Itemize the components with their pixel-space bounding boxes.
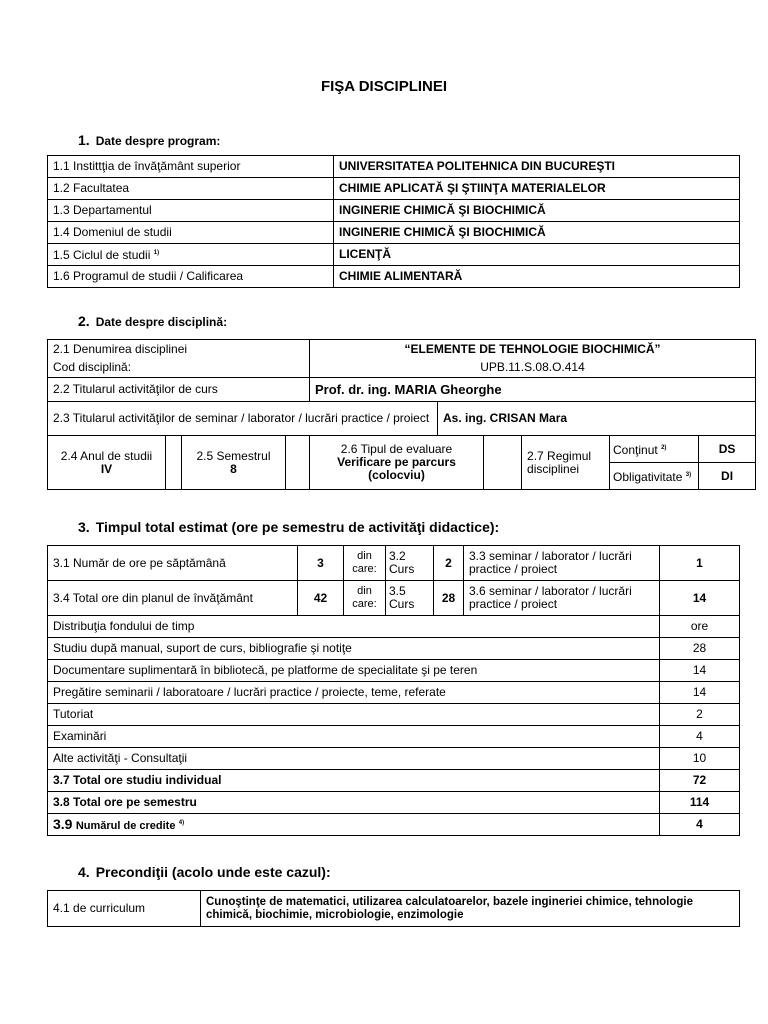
activity-label: Alte activităţi - Consultaţii bbox=[48, 748, 660, 770]
row-label: 1.1 Instittţia de învăţământ superior bbox=[48, 156, 334, 178]
seminar-holder-label: 2.3 Titularul activităţilor de seminar / laborator / lucrări practice / proiect bbox=[48, 402, 438, 436]
table-row bbox=[48, 436, 756, 463]
seminar-value: 14 bbox=[660, 581, 740, 616]
course-holder-value: Prof. dr. ing. MARIA Gheorghe bbox=[310, 378, 756, 402]
section-2-heading: 2. Date despre disciplină: bbox=[78, 313, 228, 329]
curriculum-label: 4.1 de curriculum bbox=[48, 891, 201, 927]
hours-plan-label: 3.4 Total ore din planul de învăţământ bbox=[48, 581, 298, 616]
distribution-unit: ore bbox=[660, 616, 740, 638]
din-care-label: din care: bbox=[344, 546, 386, 581]
table-row bbox=[48, 748, 740, 770]
activity-value: 28 bbox=[660, 638, 740, 660]
discipline-name-label: 2.1 Denumirea disciplinei Cod disciplină: bbox=[48, 340, 310, 378]
activity-label: Tutoriat bbox=[48, 704, 660, 726]
hours-plan-value: 42 bbox=[298, 581, 344, 616]
year-cell: 2.4 Anul de studii IV bbox=[48, 436, 166, 490]
row-value: INGINERIE CHIMICĂ ŞI BIOCHIMICĂ bbox=[334, 200, 740, 222]
seminar-value: 1 bbox=[660, 546, 740, 581]
credits-value: 4 bbox=[660, 814, 740, 836]
obligativity-value: DI bbox=[699, 463, 756, 490]
preconditions-table bbox=[47, 890, 740, 927]
obligativity-label: Obligativitate $^{3)}$ bbox=[610, 463, 699, 490]
table-row bbox=[48, 581, 740, 616]
row-label: 1.2 Facultatea bbox=[48, 178, 334, 200]
time-table bbox=[47, 545, 740, 836]
activity-value: 14 bbox=[660, 682, 740, 704]
course-label: 3.5 Curs bbox=[386, 581, 434, 616]
content-value: DS bbox=[699, 436, 756, 463]
hours-week-label: 3.1 Număr de ore pe săptămână bbox=[48, 546, 298, 581]
course-value: 2 bbox=[434, 546, 464, 581]
hours-week-value: 3 bbox=[298, 546, 344, 581]
row-value: INGINERIE CHIMICĂ ŞI BIOCHIMICĂ bbox=[334, 222, 740, 244]
total-semester-value: 114 bbox=[660, 792, 740, 814]
empty-cell bbox=[286, 436, 310, 490]
activity-value: 14 bbox=[660, 660, 740, 682]
course-holder-label: 2.2 Titularul activităţilor de curs bbox=[48, 378, 310, 402]
table-row bbox=[48, 814, 740, 836]
activity-label: Documentare suplimentară în bibliotecă, pe platforme de specialitate şi pe teren bbox=[48, 660, 660, 682]
row-value: UNIVERSITATEA POLITEHNICA DIN BUCUREŞTI bbox=[334, 156, 740, 178]
table-row bbox=[48, 222, 740, 244]
course-value: 28 bbox=[434, 581, 464, 616]
activity-label: Studiu după manual, suport de curs, bibliografie şi notiţe bbox=[48, 638, 660, 660]
table-row bbox=[48, 682, 740, 704]
table-row bbox=[48, 378, 756, 402]
activity-label: Examinări bbox=[48, 726, 660, 748]
table-row bbox=[48, 616, 740, 638]
activity-value: 2 bbox=[660, 704, 740, 726]
table-row bbox=[48, 770, 740, 792]
regime-label: 2.7 Regimul disciplinei bbox=[522, 436, 610, 490]
table-row bbox=[48, 638, 740, 660]
activity-value: 10 bbox=[660, 748, 740, 770]
row-value: CHIMIE APLICATĂ ŞI ŞTIINŢA MATERIALELOR bbox=[334, 178, 740, 200]
seminar-holder-value: As. ing. CRISAN Mara bbox=[438, 402, 756, 436]
table-row bbox=[48, 340, 756, 378]
row-label: 1.5 Ciclul de studii $^{1)}$ bbox=[48, 244, 334, 266]
activity-value: 4 bbox=[660, 726, 740, 748]
discipline-name-value: “ELEMENTE DE TEHNOLOGIE BIOCHIMICĂ” UPB.11.S.08.O.414 bbox=[310, 340, 756, 378]
section-3-heading: 3. Timpul total estimat (ore pe semestru de activităţi didactice): bbox=[78, 519, 500, 535]
row-value: CHIMIE ALIMENTARĂ bbox=[334, 266, 740, 288]
table-row bbox=[48, 891, 740, 927]
row-label: 1.4 Domeniul de studii bbox=[48, 222, 334, 244]
seminar-label: 3.3 seminar / laborator / lucrări practice / proiect bbox=[464, 546, 660, 581]
table-row bbox=[48, 178, 740, 200]
table-row bbox=[48, 726, 740, 748]
section-4-heading: 4. Precondiţii (acolo unde este cazul): bbox=[78, 864, 331, 880]
table-row bbox=[48, 402, 756, 436]
table-row bbox=[48, 792, 740, 814]
activity-label: Pregătire seminarii / laboratoare / lucrări practice / proiecte, teme, referate bbox=[48, 682, 660, 704]
section-1-heading: 1. Date despre program: bbox=[78, 132, 221, 148]
total-individual-value: 72 bbox=[660, 770, 740, 792]
course-label: 3.2 Curs bbox=[386, 546, 434, 581]
semester-cell: 2.5 Semestrul 8 bbox=[182, 436, 286, 490]
evaluation-cell: 2.6 Tipul de evaluare Verificare pe parcurs (colocviu) bbox=[310, 436, 484, 490]
empty-cell bbox=[484, 436, 522, 490]
din-care-label: din care: bbox=[344, 581, 386, 616]
credits-label: 3.9 Numărul de credite $^{4)}$ bbox=[48, 814, 660, 836]
row-label: 1.3 Departamentul bbox=[48, 200, 334, 222]
table-row bbox=[48, 244, 740, 266]
table-row bbox=[48, 200, 740, 222]
row-label: 1.6 Programul de studii / Calificarea bbox=[48, 266, 334, 288]
table-row bbox=[48, 546, 740, 581]
table-row bbox=[48, 156, 740, 178]
total-individual-label: 3.7 Total ore studiu individual bbox=[48, 770, 660, 792]
content-label: Conţinut $^{2)}$ bbox=[610, 436, 699, 463]
page-title: FIŞA DISCIPLINEI bbox=[320, 78, 448, 95]
row-value: LICENŢĂ bbox=[334, 244, 740, 266]
table-row bbox=[48, 660, 740, 682]
distribution-label: Distribuţia fondului de timp bbox=[48, 616, 660, 638]
empty-cell bbox=[166, 436, 182, 490]
table-row bbox=[48, 704, 740, 726]
discipline-table bbox=[47, 339, 756, 490]
table-row bbox=[48, 266, 740, 288]
curriculum-value: Cunoştinţe de matematici, utilizarea calculatoarelor, bazele ingineriei chimice, tehnologie chimică, biochimie, microbiologie, enzimologie bbox=[201, 891, 740, 927]
total-semester-label: 3.8 Total ore pe semestru bbox=[48, 792, 660, 814]
program-table bbox=[47, 155, 740, 288]
seminar-label: 3.6 seminar / laborator / lucrări practice / proiect bbox=[464, 581, 660, 616]
